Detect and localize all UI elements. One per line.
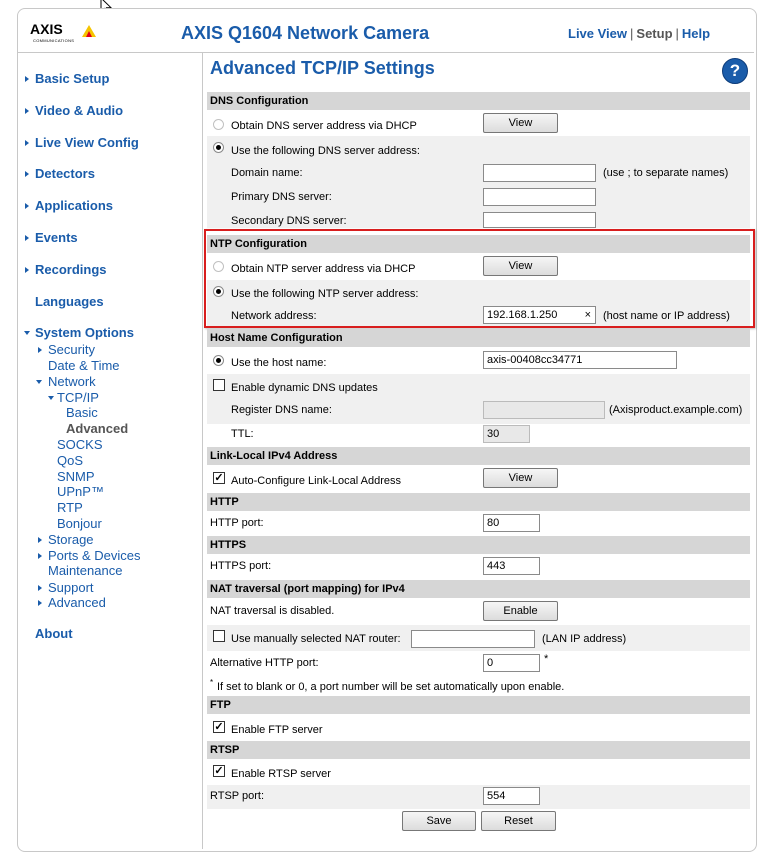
sidebar-item-storage[interactable]: Storage bbox=[48, 532, 94, 547]
sidebar-item-applications[interactable]: Applications bbox=[35, 198, 114, 213]
logo-subtext: COMMUNICATIONS bbox=[33, 38, 75, 43]
sidebar-item-advanced[interactable]: Advanced bbox=[48, 595, 106, 610]
sidebar-item-recordings[interactable]: Recordings bbox=[35, 262, 107, 277]
axis-logo[interactable] bbox=[30, 21, 100, 45]
sidebar-item-system-options[interactable]: System Options bbox=[35, 325, 134, 340]
dns-manual-radio[interactable] bbox=[213, 142, 224, 153]
link-separator: | bbox=[675, 26, 679, 41]
hostname-input[interactable]: axis-00408cc34771 bbox=[483, 351, 677, 369]
register-dns-label: Register DNS name: bbox=[231, 404, 332, 416]
register-dns-input[interactable] bbox=[483, 401, 605, 419]
setup-link[interactable]: Setup bbox=[636, 26, 673, 41]
https-port-label: HTTPS port: bbox=[210, 560, 272, 572]
chevron-down-icon bbox=[24, 331, 30, 335]
sidebar-item-upnp[interactable]: UPnP™ bbox=[57, 484, 104, 499]
sidebar-item-date-time[interactable]: Date & Time bbox=[48, 358, 120, 373]
sidebar-item-bonjour[interactable]: Bonjour bbox=[57, 516, 102, 531]
sidebar-item-basic-setup[interactable]: Basic Setup bbox=[35, 71, 110, 86]
http-section-heading: HTTP bbox=[207, 493, 750, 511]
alt-port-asterisk: * bbox=[544, 653, 549, 665]
chevron-right-icon bbox=[25, 140, 29, 146]
domain-name-hint: (use ; to separate names) bbox=[603, 167, 729, 179]
sidebar-item-detectors[interactable]: Detectors bbox=[35, 166, 95, 181]
chevron-right-icon bbox=[25, 267, 29, 273]
sidebar-item-languages[interactable]: Languages bbox=[35, 294, 104, 309]
sidebar-item-security[interactable]: Security bbox=[48, 342, 95, 357]
register-dns-hint: (Axisproduct.example.com) bbox=[609, 404, 743, 416]
help-link[interactable]: Help bbox=[681, 26, 711, 41]
ddns-label: Enable dynamic DNS updates bbox=[231, 382, 378, 394]
ftp-section-heading: FTP bbox=[207, 696, 750, 714]
dns-dhcp-label: Obtain DNS server address via DHCP bbox=[231, 120, 417, 132]
chevron-right-icon bbox=[38, 537, 42, 543]
primary-dns-label: Primary DNS server: bbox=[231, 191, 332, 203]
sidebar-item-live-view-config[interactable]: Live View Config bbox=[35, 135, 139, 150]
top-links bbox=[568, 26, 710, 41]
alt-http-port-input[interactable]: 0 bbox=[483, 654, 540, 672]
nat-status-label: NAT traversal is disabled. bbox=[210, 605, 335, 617]
sidebar-item-qos[interactable]: QoS bbox=[57, 453, 84, 468]
rtsp-section-heading: RTSP bbox=[207, 741, 750, 759]
ttl-input[interactable]: 30 bbox=[483, 425, 530, 443]
rtsp-port-label: RTSP port: bbox=[210, 790, 265, 802]
nat-section-heading: NAT traversal (port mapping) for IPv4 bbox=[207, 580, 750, 598]
ftp-checkbox[interactable]: ✓ bbox=[214, 721, 224, 733]
page-title: Advanced TCP/IP Settings bbox=[210, 58, 435, 78]
sidebar-item-maintenance[interactable]: Maintenance bbox=[48, 563, 123, 578]
chevron-right-icon bbox=[25, 76, 29, 82]
sidebar-item-snmp[interactable]: SNMP bbox=[57, 469, 95, 484]
nat-router-checkbox[interactable] bbox=[213, 630, 225, 642]
nat-router-label: Use manually selected NAT router: bbox=[231, 633, 401, 645]
live-view-link[interactable]: Live View bbox=[568, 26, 628, 41]
ftp-label: Enable FTP server bbox=[231, 724, 323, 736]
nat-router-hint: (LAN IP address) bbox=[542, 633, 627, 645]
reset-button[interactable]: Reset bbox=[481, 811, 556, 831]
sidebar-item-advanced-tcpip[interactable]: Advanced bbox=[66, 421, 129, 436]
linklocal-label: Auto-Configure Link-Local Address bbox=[231, 475, 401, 487]
secondary-dns-label: Secondary DNS server: bbox=[231, 215, 347, 227]
linklocal-section-heading: Link-Local IPv4 Address bbox=[207, 447, 750, 465]
http-port-label: HTTP port: bbox=[210, 517, 264, 529]
header-divider bbox=[18, 52, 754, 53]
link-separator: | bbox=[630, 26, 634, 41]
ddns-checkbox[interactable] bbox=[213, 379, 225, 391]
nat-note: If set to blank or 0, a port number will be set automatically upon enable. bbox=[217, 681, 565, 693]
use-hostname-radio[interactable] bbox=[213, 355, 224, 366]
chevron-right-icon bbox=[38, 347, 42, 353]
domain-name-input[interactable] bbox=[483, 164, 596, 182]
secondary-dns-input[interactable] bbox=[483, 212, 596, 228]
network-address-hint: (host name or IP address) bbox=[603, 310, 730, 322]
sidebar-item-rtp[interactable]: RTP bbox=[57, 500, 83, 515]
rtsp-port-row bbox=[207, 785, 750, 809]
sidebar-item-events[interactable]: Events bbox=[35, 230, 78, 245]
http-port-input[interactable]: 80 bbox=[483, 514, 540, 532]
ntp-manual-label: Use the following NTP server address: bbox=[231, 288, 419, 300]
sidebar-item-support[interactable]: Support bbox=[48, 580, 94, 595]
domain-name-label: Domain name: bbox=[231, 167, 303, 179]
chevron-right-icon bbox=[38, 585, 42, 591]
sidebar-item-video-audio[interactable]: Video & Audio bbox=[35, 103, 124, 118]
chevron-right-icon bbox=[25, 108, 29, 114]
save-button[interactable]: Save bbox=[402, 811, 476, 831]
dns-manual-label: Use the following DNS server address: bbox=[231, 145, 420, 157]
ntp-dhcp-label: Obtain NTP server address via DHCP bbox=[231, 263, 416, 275]
chevron-right-icon bbox=[25, 235, 29, 241]
rtsp-label: Enable RTSP server bbox=[231, 768, 331, 780]
rtsp-checkbox[interactable]: ✓ bbox=[214, 765, 224, 777]
sidebar-item-about[interactable]: About bbox=[35, 626, 73, 641]
hostname-section-heading: Host Name Configuration bbox=[207, 329, 750, 347]
app-title: AXIS Q1604 Network Camera bbox=[181, 23, 430, 43]
sidebar-item-network[interactable]: Network bbox=[48, 374, 96, 389]
chevron-right-icon bbox=[25, 203, 29, 209]
https-section-heading: HTTPS bbox=[207, 536, 750, 554]
nat-router-input[interactable] bbox=[411, 630, 535, 648]
sidebar-item-tcpip[interactable]: TCP/IP bbox=[57, 390, 99, 405]
ttl-label: TTL: bbox=[231, 428, 254, 440]
nat-enable-button[interactable]: Enable bbox=[483, 601, 558, 621]
sidebar-item-socks[interactable]: SOCKS bbox=[57, 437, 103, 452]
network-address-label: Network address: bbox=[231, 310, 317, 322]
sidebar-item-basic[interactable]: Basic bbox=[66, 405, 98, 420]
dns-view-button[interactable]: View bbox=[483, 113, 558, 133]
chevron-down-icon bbox=[48, 396, 54, 400]
chevron-down-icon bbox=[36, 380, 42, 384]
use-hostname-label: Use the host name: bbox=[231, 357, 327, 369]
sidebar-item-ports-devices[interactable]: Ports & Devices bbox=[48, 548, 141, 563]
linklocal-view-button[interactable]: View bbox=[483, 468, 558, 488]
logo-inner-triangle-icon bbox=[86, 31, 92, 37]
clear-icon[interactable]: × bbox=[584, 309, 591, 321]
dns-dhcp-radio[interactable] bbox=[213, 119, 224, 130]
https-port-input[interactable]: 443 bbox=[483, 557, 540, 575]
help-icon[interactable]: ? bbox=[722, 58, 748, 84]
network-address-value: 192.168.1.250 bbox=[487, 309, 558, 321]
rtsp-port-input[interactable]: 554 bbox=[483, 787, 540, 805]
highlight-annotation-box bbox=[204, 229, 755, 328]
linklocal-checkbox[interactable]: ✓ bbox=[214, 472, 224, 484]
nat-note-asterisk: * bbox=[210, 678, 214, 687]
chevron-right-icon bbox=[38, 553, 42, 559]
primary-dns-input[interactable] bbox=[483, 188, 596, 206]
dns-section-heading: DNS Configuration bbox=[207, 92, 750, 110]
logo-text: AXIS bbox=[30, 21, 63, 37]
ntp-view-button[interactable]: View bbox=[483, 256, 558, 276]
chevron-right-icon bbox=[25, 171, 29, 177]
chevron-right-icon bbox=[38, 600, 42, 606]
ntp-section-heading: NTP Configuration bbox=[207, 235, 750, 253]
sidebar-divider bbox=[202, 53, 203, 849]
alt-http-port-label: Alternative HTTP port: bbox=[210, 657, 319, 669]
